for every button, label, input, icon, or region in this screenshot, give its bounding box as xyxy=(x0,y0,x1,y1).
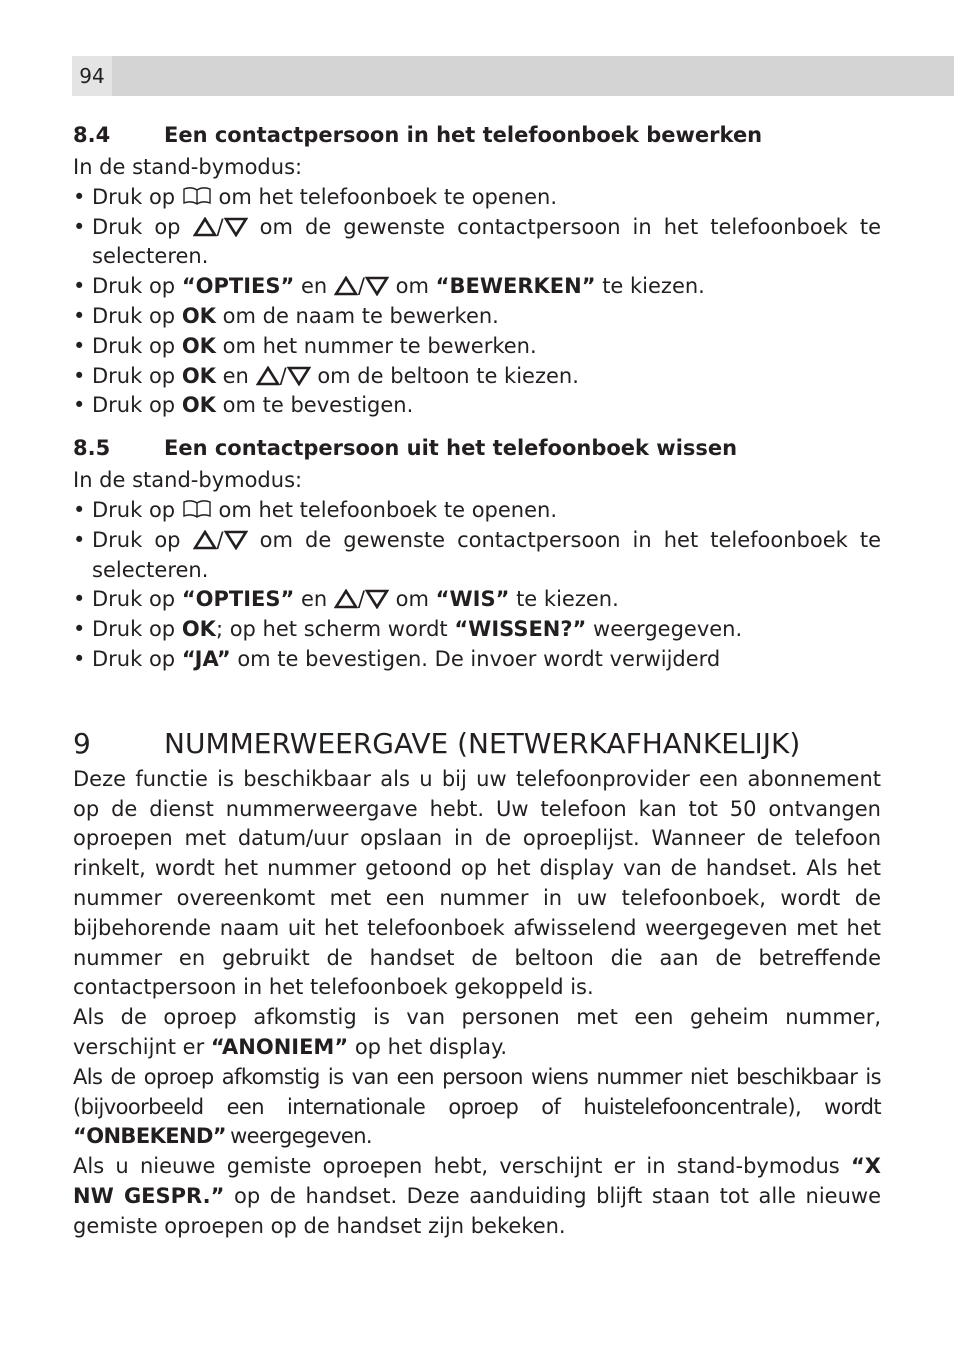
list-item: • Druk op OK; op het scherm wordt “WISSEN?” weergegeven. xyxy=(73,615,881,645)
paragraph: Als de oproep afkomstig is van een persoon wiens nummer niet beschikbaar is (bijvoorbeeld een internationale oproep of huistelefooncentrale), wordt “ONBEKEND” weergegeven. xyxy=(73,1064,881,1149)
open-book-icon xyxy=(182,186,212,206)
list-item: • Druk op OK om te bevestigen. xyxy=(73,391,881,421)
chapter-heading-9 xyxy=(73,725,881,763)
section-title: Een contactpersoon uit het telefoonboek wissen xyxy=(164,436,738,461)
separator: / xyxy=(216,527,224,552)
up-triangle-icon xyxy=(334,276,358,296)
page-number: 94 xyxy=(72,56,112,96)
list-item: • Druk op OK om het nummer te bewerken. xyxy=(73,332,881,362)
list-item: • Druk op OK om de naam te bewerken. xyxy=(73,302,881,332)
up-triangle-icon xyxy=(334,589,358,609)
list-item: • Druk op / om de gewenste contactpersoon in het telefoonboek te selecteren. xyxy=(73,526,881,586)
separator: / xyxy=(216,214,224,239)
section-number: 8.5 xyxy=(73,436,111,461)
down-triangle-icon xyxy=(287,366,311,386)
separator: / xyxy=(279,363,287,388)
up-triangle-icon xyxy=(193,217,217,237)
chapter-number: 9 xyxy=(73,726,91,760)
down-triangle-icon xyxy=(224,530,248,550)
chapter-title: NUMMERWEERGAVE (NETWERKAFHANKELIJK) xyxy=(164,726,801,760)
down-triangle-icon xyxy=(365,276,389,296)
up-triangle-icon xyxy=(193,530,217,550)
section-intro: In de stand-bymodus: xyxy=(73,155,303,179)
page-content xyxy=(73,114,881,1242)
open-book-icon xyxy=(182,499,212,519)
section-title: Een contactpersoon in het telefoonboek bewerken xyxy=(164,123,763,147)
down-triangle-icon xyxy=(224,217,248,237)
list-item: • Druk op om het telefoonboek te openen. xyxy=(73,183,881,213)
list-item: • Druk op “JA” om te bevestigen. De invoer wordt verwijderd xyxy=(73,645,881,675)
paragraph: Deze functie is beschikbaar als u bij uw telefoonprovider een abonnement op de dienst nummerweergave hebt. Uw telefoon kan tot 50 ontvangen oproepen met datum/uur opslaan in de oproeplijst. Wanneer de telefoon rinkelt, wordt het nummer getoond op het display van de handset. Als het nummer overeenkomt met een nummer in uw telefoonboek, wordt de bijbehorende naam uit het telefoonboek afwisselend weergegeven met het nummer en gebruikt de handset de beltoon die aan de betreffende contactpersoon in het telefoonboek gekoppeld is. xyxy=(73,766,881,1000)
section-number: 8.4 xyxy=(73,123,111,147)
separator: / xyxy=(357,274,365,299)
section-heading-8-4 xyxy=(73,120,881,150)
paragraph: Als u nieuwe gemiste oproepen hebt, verschijnt er in stand-bymodus “X NW GESPR.” op de handset. Deze aanduiding blijft staan tot alle nieuwe gemiste oproepen op de handset zijn bekeken. xyxy=(73,1154,881,1238)
header-bar xyxy=(72,56,954,96)
paragraph: Als de oproep afkomstig is van personen met een geheim nummer, verschijnt er “ANONIEM” op het display. xyxy=(73,1005,881,1059)
list-item: • Druk op OK en / om de beltoon te kiezen. xyxy=(73,362,881,392)
up-triangle-icon xyxy=(256,366,280,386)
list-item: • Druk op “OPTIES” en / om “BEWERKEN” te kiezen. xyxy=(73,272,881,302)
down-triangle-icon xyxy=(365,589,389,609)
separator: / xyxy=(357,587,365,612)
section-heading-8-5 xyxy=(73,433,881,463)
list-item: • Druk op “OPTIES” en / om “WIS” te kiezen. xyxy=(73,585,881,615)
section-intro: In de stand-bymodus: xyxy=(73,468,303,493)
list-item: • Druk op om het telefoonboek te openen. xyxy=(73,496,881,526)
list-item: • Druk op / om de gewenste contactpersoon in het telefoonboek te selecteren. xyxy=(73,213,881,273)
